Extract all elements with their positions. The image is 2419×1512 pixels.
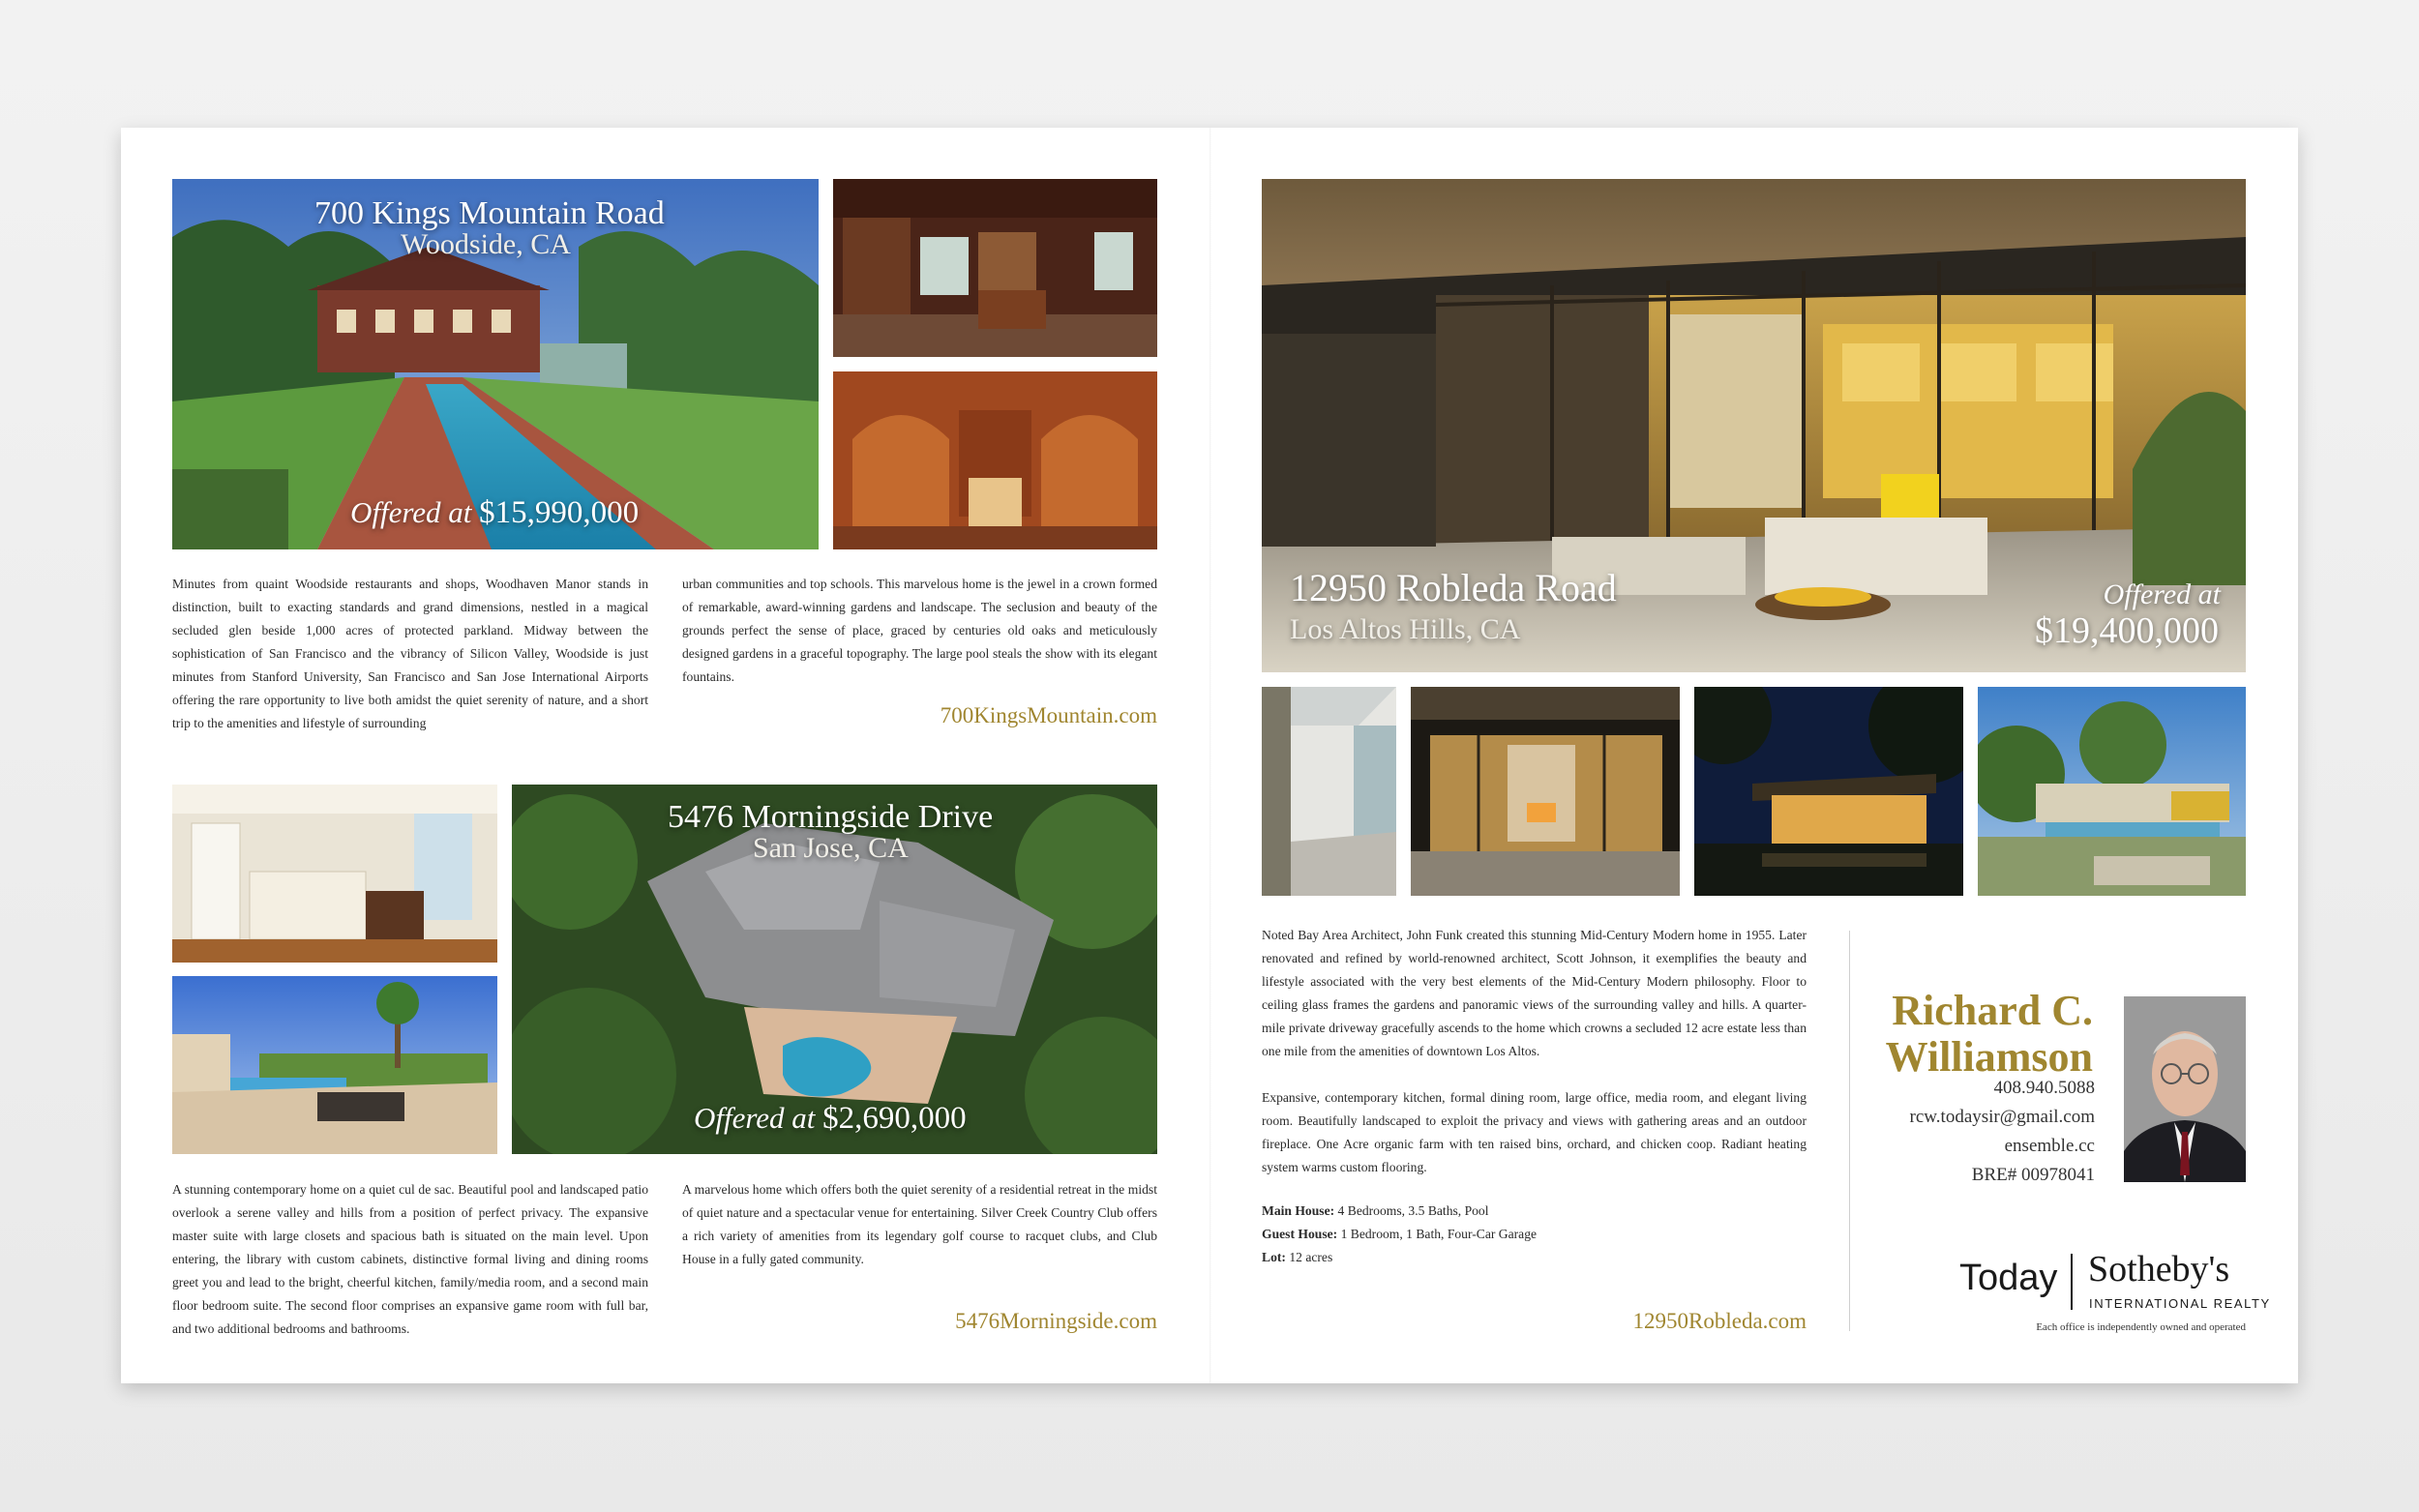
robleda-website-link[interactable]: 12950Robleda.com [1632,1309,1807,1333]
agent-phone[interactable]: 408.940.5088 [1993,1078,2095,1098]
kings-photo-title: 700 Kings Mountain Road [314,195,665,231]
morningside-patio-photo [172,976,497,1154]
kings-photo-price [350,496,639,530]
agent-name-line1: Richard C. [1892,987,2093,1034]
spec-value: 4 Bedrooms, 3.5 Baths, Pool [1334,1203,1489,1218]
kings-website-link[interactable]: 700KingsMountain.com [940,703,1157,727]
spec-value: 1 Bedroom, 1 Bath, Four-Car Garage [1337,1227,1538,1241]
brand-today-logo: Today [1959,1258,2058,1298]
agent-name [1886,988,2093,1081]
spec-value: 12 acres [1285,1250,1333,1264]
robleda-hallway-photo [1262,687,1396,896]
agent-email[interactable]: rcw.todaysir@gmail.com [1909,1107,2095,1127]
morningside-photo-price [694,1102,967,1136]
agent-website[interactable]: ensemble.cc [2004,1136,2095,1156]
morningside-price-value: $2,690,000 [822,1101,967,1136]
kings-main-photo [172,179,819,549]
spec-label: Guest House: [1262,1227,1338,1241]
morningside-photo-title: 5476 Morningside Drive [668,799,994,835]
morningside-price-prefix: Offered at [694,1101,823,1135]
robleda-photo-city: Los Altos Hills, CA [1290,613,1521,645]
robleda-night-exterior-photo [1694,687,1963,896]
robleda-description-para2: Expansive, contemporary kitchen, formal dining room, large office, media room, and elegant living room. Beautifully landscaped to exploit the privacy and views with gathering areas and an outdoor fireplace. One Acre organic farm with ten raised bins, orchard, and chicken coop. Radiant heating system warms custom flooring. [1262,1090,1807,1174]
kings-description-col1: Minutes from quaint Woodside restaurants and shops, Woodhaven Manor stands in distinction, built to exacting standards and grand dimensions, nestled in a magical secluded glen beside 1,000 acres of protected parkland. Midway between the sophistication of San Francisco and the vibrancy of Silicon Valley, Woodside is just minutes from Stanford University, San Francisco and San Jose International Airports offering the rare opportunity to live both amidst the quiet serenity of nature, and a short trip to the amenities and lifestyle of surrounding [172,577,648,730]
morningside-description-col2: A marvelous home which offers both the quiet serenity of a residential retreat in the midst of quiet nature and a spectacular venue for entertaining. Silver Creek Country Club offers a rich variety of amenities from its legendary golf course to racquet clubs, and Club House in a fully gated community. [682,1182,1157,1266]
agent-contact [1910,1074,2095,1190]
agent-name-line2: Williamson [1885,1033,2093,1081]
robleda-photo-price-value: $19,400,000 [2035,610,2219,651]
kings-price-value: $15,990,000 [479,495,640,530]
spec-label: Lot: [1262,1250,1286,1264]
kings-wine-cellar-photo [833,371,1157,549]
robleda-specs [1262,1200,1807,1269]
kings-photo-city: Woodside, CA [401,228,571,260]
agent-license: BRE# 00978041 [1971,1165,2095,1185]
brand-sothebys-logo: Sotheby's [2088,1249,2230,1290]
morningside-photo-city: San Jose, CA [753,832,909,864]
brand-international-realty: INTERNATIONAL REALTY [2089,1296,2271,1311]
robleda-pool-photo [1978,687,2246,896]
morningside-kitchen-photo [172,785,497,963]
kings-library-photo [833,179,1157,357]
brand-disclaimer: Each office is independently owned and operated [2036,1321,2246,1333]
column-divider [1849,931,1850,1331]
brand-logo-divider [2071,1254,2073,1310]
robleda-spec-guest-house [1262,1223,1807,1246]
morningside-aerial-photo [512,785,1157,1154]
kings-description-col2: urban communities and top schools. This marvelous home is the jewel in a crown formed of remarkable, award-winning gardens and landscape. The seclusion and beauty of the grounds perfect the sense of place, graced by centuries old oaks and meticulously designed gardens in a graceful topography. The large pool steals the show with its elegant fountains. [682,577,1157,684]
morningside-description-col1: A stunning contemporary home on a quiet cul de sac. Beautiful pool and landscaped patio overlook a serene valley and hills from a position of perfect privacy. The expansive master suite with large closets and spacious bath is situated on the main level. Upon entering, the library with custom cabinets, distinctive formal living and dining rooms greet you and lead to the bright, cheerful kitchen, family/media room, and a second main floor bedroom suite. The second floor comprises an expansive game room with full bar, and two additional bedrooms and bathrooms. [172,1182,648,1336]
page-fold [1210,128,1211,1383]
robleda-description-para1: Noted Bay Area Architect, John Funk created this stunning Mid-Century Modern home in 1955. Later renovated and refined by world-renowned architect, Scott Johnson, it exemplifies the beauty and lifestyle associated with the very best elements of the Mid-Century Modern philosophy. Floor to ceiling glass frames the gardens and panoramic views of the surrounding valley and hills. A quarter-mile private driveway gracefully ascends to the home which crowns a secluded 12 acre estate less than one mile from the amenities of downtown Los Altos. [1262,928,1807,1058]
robleda-hero-photo [1262,179,2246,672]
agent-portrait [2124,996,2246,1182]
robleda-photo-price-label: Offered at [2103,578,2221,610]
robleda-photo-title: 12950 Robleda Road [1290,566,1617,609]
morningside-website-link[interactable]: 5476Morningside.com [955,1309,1157,1333]
robleda-living-room-photo [1411,687,1680,896]
spec-label: Main House: [1262,1203,1335,1218]
robleda-spec-lot [1262,1246,1807,1269]
robleda-spec-main-house [1262,1200,1807,1223]
kings-price-prefix: Offered at [350,495,480,529]
